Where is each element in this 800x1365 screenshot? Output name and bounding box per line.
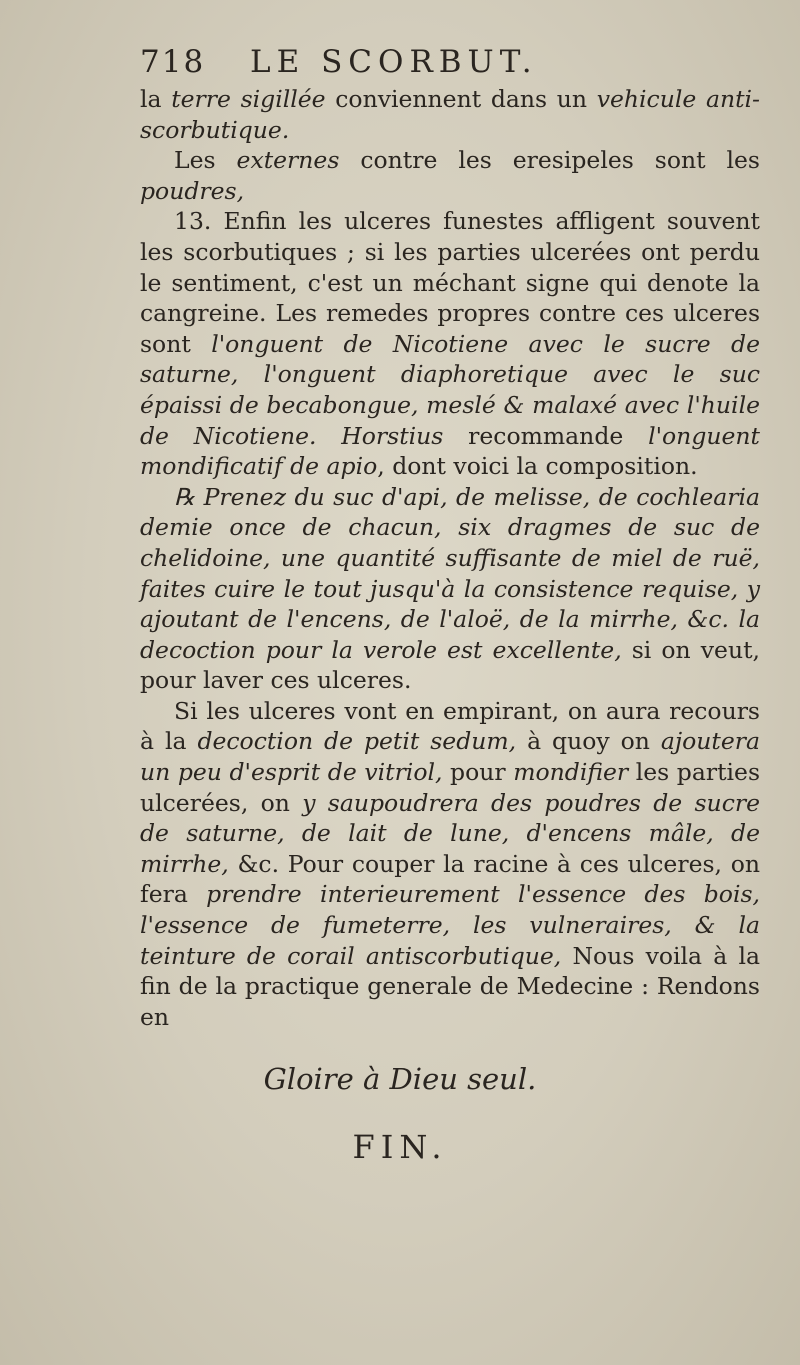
roman-text: si on veut, pour laver ces ulceres. [140,635,760,695]
italic-text: terre sigillée [171,85,326,113]
italic-text: externes [236,146,340,175]
roman-text: la [140,85,172,113]
roman-text: à quoy on [516,727,661,756]
roman-text: Les [174,146,237,175]
paragraph-p0 [140,84,760,145]
paragraph-p4 [140,696,760,1033]
roman-text: , dont voici la composition. [377,452,698,481]
italic-text: ajoutera un peu d'esprit de vitriol, [140,727,761,787]
italic-text: y saupoudrera des poudres de sucre de saturne, de lait de lune, d'encens mâle, de mirrhe, [140,788,760,878]
italic-text: l'onguent mondificatif de apio [140,421,760,481]
italic-text: poudres, [140,176,245,205]
italic-text: ℞ Prenez du suc d'api, de melisse, de cochlearia demie once de chacun, six dragmes de suc de chelidoine, une quantité suffisante de miel de ruë, faites cuire le tout jusqu'à la consistence requise, y ajoutant de l'encens, de l'aloë, de la mirrhe, &c. la decoction pour la verole est excellente, [140,482,760,664]
running-header [140,44,760,84]
fin-mark: FIN. [352,1128,448,1166]
italic-text: prendre interieurement l'essence des bois, l'essence de fumeterre, les vulneraires, & la teinture de corail antiscorbutique, [140,880,760,970]
paragraph-p2 [140,206,760,481]
italic-text: mondifier [513,758,629,787]
roman-text: pour [442,758,514,787]
italic-text: decoction de petit sedum, [197,727,517,756]
closing-line: Gloire à Dieu seul. [263,1062,537,1096]
roman-text: 13. Enfin les ulceres funestes affligent souvent les scorbutiques ; si les parties ulcerées ont perdu le sentiment, c'est un méchant signe qui denote la cangreine. Les remedes propres contre ces ulceres sont [140,207,760,358]
roman-text: contre les eresipeles sont les [339,146,760,175]
roman-text: Nous voila à la fin de la practique generale de Medecine : Rendons en [140,941,760,1031]
roman-text: conviennent dans un [325,85,597,113]
italic-text: vehicule anti-scorbutique. [140,85,760,144]
roman-text: les parties ulcerées, on [140,758,761,817]
paragraph-p3 [140,482,760,696]
paragraph-p1 [140,145,760,206]
roman-text: recommande [443,421,649,450]
italic-text: l'onguent de Nicotiene avec le sucre de saturne, l'onguent diaphoretique avec le suc épaissi de becabongue, meslé & malaxé avec l'huile de Nicotiene. Horstius [140,329,760,450]
page-number: 718 [140,44,206,80]
running-head-title: LE SCORBUT. [250,44,538,80]
body-text [140,84,760,1032]
roman-text: &c. Pour couper la racine à ces ulceres, on fera [140,849,760,909]
roman-text: Si les ulceres vont en empirant, on aura recours à la [140,696,760,756]
